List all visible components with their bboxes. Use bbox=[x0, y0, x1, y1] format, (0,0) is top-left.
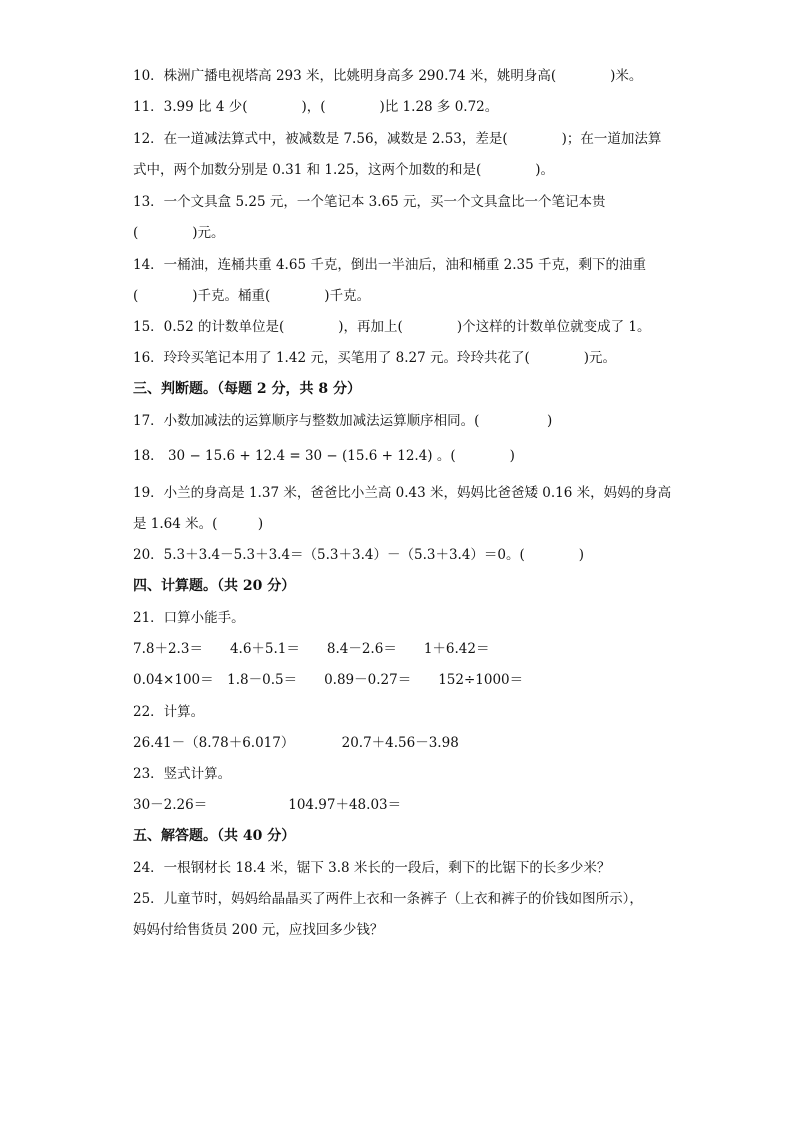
question-23: 23．竖式计算。 bbox=[133, 766, 232, 782]
question-10: 10．株洲广播电视塔高 293 米，比姚明身高多 290.74 米，姚明身高( )米。 bbox=[133, 68, 643, 84]
question-24: 24．一根钢材长 18.4 米，锯下 3.8 米长的一段后，剩下的比锯下的长多少米？ bbox=[133, 860, 611, 876]
question-15: 15．0.52 的计数单位是( )，再加上( )个这样的计数单位就变成了 1。 bbox=[133, 319, 651, 335]
question-18: 18． 30 − 15.6 + 12.4 = 30 − (15.6 + 12.4) 。( ) bbox=[133, 448, 515, 464]
question-20: 20．5.3＋3.4－5.3＋3.4＝（5.3＋3.4）－（5.3＋3.4）＝0。( ) bbox=[133, 547, 585, 563]
question-21: 21．口算小能手。 bbox=[133, 610, 245, 626]
question-12-line-1: 12．在一道减法算式中，被减数是 7.56，减数是 2.53，差是( )；在一道加法算 bbox=[133, 131, 662, 147]
question-13-line-2: ( )元。 bbox=[133, 225, 225, 241]
question-14-line-1: 14．一桶油，连桶共重 4.65 千克，倒出一半油后，油和桶重 2.35 千克，剩下的油重 bbox=[133, 257, 646, 273]
question-25-line-1: 25．儿童节时，妈妈给晶晶买了两件上衣和一条裤子（上衣和裤子的价钱如图所示）， bbox=[133, 891, 643, 907]
question-25-line-2: 妈妈付给售货员 200 元，应找回多少钱？ bbox=[133, 922, 384, 938]
question-21-row-1: 7.8＋2.3＝ 4.6＋5.1＝ 8.4－2.6＝ 1＋6.42＝ bbox=[133, 641, 490, 657]
section-5-heading: 五、解答题。（共 40 分） bbox=[133, 828, 296, 844]
question-23-row: 30－2.26＝ 104.97＋48.03＝ bbox=[133, 797, 402, 813]
question-13-line-1: 13．一个文具盒 5.25 元，一个笔记本 3.65 元，买一个文具盒比一个笔记本贵 bbox=[133, 194, 606, 210]
question-14-line-2: ( )千克。桶重( )千克。 bbox=[133, 288, 371, 304]
question-22: 22．计算。 bbox=[133, 704, 205, 720]
section-4-heading: 四、计算题。（共 20 分） bbox=[133, 578, 296, 594]
question-19-line-2: 是 1.64 米。( ) bbox=[133, 516, 264, 532]
question-17: 17．小数加减法的运算顺序与整数加减法运算顺序相同。( ) bbox=[133, 413, 553, 429]
question-11: 11．3.99 比 4 少( )，( )比 1.28 多 0.72。 bbox=[133, 99, 499, 115]
question-12-line-2: 式中，两个加数分别是 0.31 和 1.25，这两个加数的和是( )。 bbox=[133, 162, 555, 178]
question-21-row-2: 0.04×100＝ 1.8－0.5＝ 0.89－0.27＝ 152÷1000＝ bbox=[133, 672, 524, 688]
question-19-line-1: 19．小兰的身高是 1.37 米，爸爸比小兰高 0.43 米，妈妈比爸爸矮 0.16 米，妈妈的身高 bbox=[133, 485, 672, 501]
question-16: 16．玲玲买笔记本用了 1.42 元，买笔用了 8.27 元。玲玲共花了( )元。 bbox=[133, 350, 616, 366]
question-22-row: 26.41－（8.78＋6.017） 20.7＋4.56－3.98 bbox=[133, 735, 459, 751]
section-3-heading: 三、判断题。（每题 2 分，共 8 分） bbox=[133, 381, 361, 397]
